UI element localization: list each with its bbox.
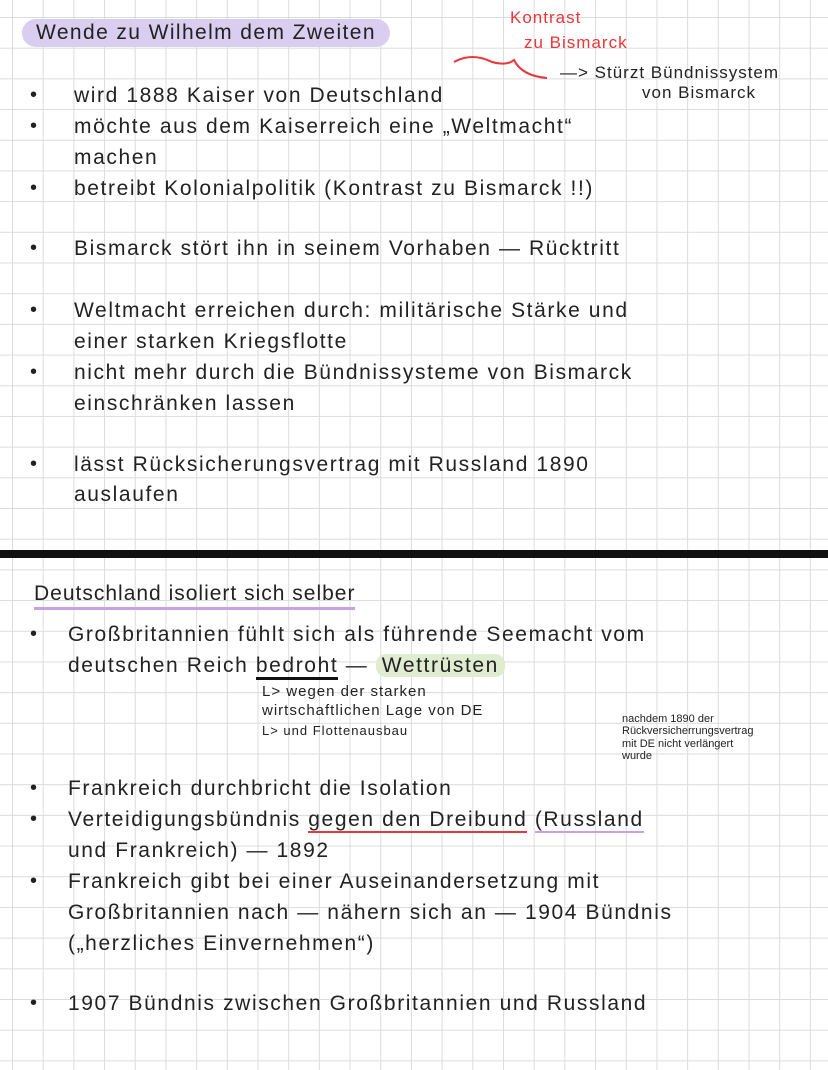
- line: Großbritannien fühlt sich als führende Seemacht vom: [68, 623, 646, 646]
- side-note: nachdem 1890 der: [622, 713, 714, 725]
- line: einer starken Kriegsflotte: [74, 330, 348, 353]
- side-note: mit DE nicht verlängert: [622, 738, 734, 750]
- bullet: •: [30, 115, 38, 137]
- bullet: •: [30, 808, 38, 830]
- bullet: •: [30, 299, 38, 321]
- underlined-text: (Russland: [534, 808, 644, 831]
- line: Bismarck stört ihn in seinem Vorhaben — Rücktritt: [74, 237, 621, 260]
- line: („herzliches Einvernehmen“): [68, 932, 375, 955]
- side-note: wurde: [622, 750, 652, 762]
- annotation: von Bismarck: [642, 83, 757, 102]
- text: deutschen Reich: [68, 654, 249, 677]
- brace-icon: [452, 52, 552, 82]
- highlighted-text: Wettrüsten: [376, 654, 505, 677]
- annotation: —> Stürzt Bündnissystem: [560, 63, 780, 82]
- text: Verteidigungsbündnis: [68, 808, 301, 831]
- bullet: •: [30, 870, 38, 892]
- note: L> wegen der starken: [262, 683, 427, 700]
- bullet: •: [30, 992, 38, 1014]
- line: und Frankreich) — 1892: [68, 839, 330, 862]
- bullet: •: [30, 623, 38, 645]
- annotation-red: zu Bismarck: [524, 33, 628, 52]
- bullet: •: [30, 453, 38, 475]
- section-title: Deutschland isoliert sich selber: [34, 582, 355, 610]
- side-note: Rückversicherrungsvertrag: [622, 725, 754, 737]
- line: Frankreich durchbricht die Isolation: [68, 777, 453, 800]
- line: [68, 808, 644, 832]
- line: auslaufen: [74, 483, 180, 506]
- bullet: •: [30, 84, 38, 106]
- line: Großbritannien nach — nähern sich an — 1904 Bündnis: [68, 901, 673, 924]
- bullet: •: [30, 777, 38, 799]
- bullet: •: [30, 361, 38, 383]
- line: lässt Rücksicherungsvertrag mit Russland 1890: [74, 453, 590, 476]
- underlined-text: bedroht: [256, 654, 338, 680]
- bullet: •: [30, 177, 38, 199]
- line: machen: [74, 146, 159, 169]
- note: wirtschaftlichen Lage von DE: [262, 702, 484, 719]
- line: Weltmacht erreichen durch: militärische Stärke und: [74, 299, 629, 322]
- line: möchte aus dem Kaiserreich eine „Weltmacht“: [74, 115, 574, 138]
- line: betreibt Kolonialpolitik (Kontrast zu Bismarck !!): [74, 177, 595, 200]
- line: Frankreich gibt bei einer Auseinandersetzung mit: [68, 870, 601, 893]
- line: wird 1888 Kaiser von Deutschland: [74, 84, 444, 107]
- line: 1907 Bündnis zwischen Großbritannien und Russland: [68, 992, 648, 1015]
- line: einschränken lassen: [74, 392, 296, 415]
- section-divider: [0, 550, 828, 558]
- line: nicht mehr durch die Bündnissysteme von Bismarck: [74, 361, 633, 384]
- bullet: •: [30, 237, 38, 259]
- line: [68, 654, 505, 678]
- annotation-red: Kontrast: [510, 8, 582, 27]
- underlined-text: gegen den Dreibund: [308, 808, 528, 831]
- note: L> und Flottenausbau: [262, 723, 409, 738]
- text: —: [345, 654, 369, 677]
- section-title: Wende zu Wilhelm dem Zweiten: [22, 19, 390, 47]
